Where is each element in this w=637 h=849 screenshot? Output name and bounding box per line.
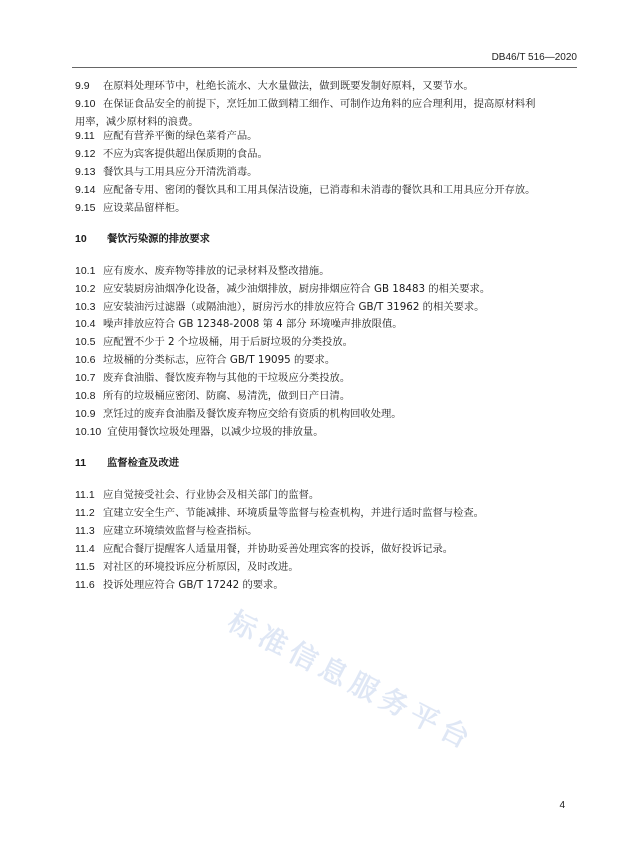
clause-line xyxy=(75,426,582,439)
clause-text: 投诉处理应符合 GB/T 17242 的要求。 xyxy=(103,579,284,591)
clause-line xyxy=(75,372,582,385)
clause-line xyxy=(75,336,582,349)
header-rule xyxy=(72,67,577,68)
clause-text: 应自觉接受社会、行业协会及相关部门的监督。 xyxy=(103,489,320,501)
clause-number: 11.1 xyxy=(75,489,95,501)
clause-line xyxy=(75,116,582,129)
clause-number: 10.9 xyxy=(75,408,96,420)
clause-text: 餐饮具与工用具应分开清洗消毒。 xyxy=(103,166,258,178)
clause-line xyxy=(75,166,582,179)
clause-number: 11 xyxy=(75,457,87,469)
clause-text: 烹饪过的废弃食油脂及餐饮废弃物应交给有资质的机构回收处理。 xyxy=(103,408,402,420)
clause-line xyxy=(75,561,582,574)
clause-number: 10.4 xyxy=(75,318,96,330)
clause-line xyxy=(75,283,582,296)
clause-text: 在原料处理环节中，杜绝长流水、大水量做法，做到既要发制好原料，又要节水。 xyxy=(103,80,474,92)
page-number: 4 xyxy=(559,800,565,811)
clause-number: 11.4 xyxy=(75,543,95,555)
clause-number: 9.11 xyxy=(75,130,95,142)
clause-text: 在保证食品安全的前提下，烹饪加工做到精工细作、可制作边角料的应合理利用，提高原材料利 xyxy=(103,98,536,110)
clause-text: 用率，减少原材料的浪费。 xyxy=(75,116,199,128)
clause-number: 11.2 xyxy=(75,507,95,519)
clause-text: 应有废水、废弃物等排放的记录材料及整改措施。 xyxy=(103,265,330,277)
clause-line xyxy=(75,301,582,314)
clause-number: 11.5 xyxy=(75,561,95,573)
clause-number: 9.15 xyxy=(75,202,96,214)
clause-line xyxy=(75,390,582,403)
clause-line xyxy=(75,98,582,111)
clause-text: 应安装厨房油烟净化设备，减少油烟排放，厨房排烟应符合 GB 18483 的相关要求。 xyxy=(103,283,491,295)
clause-line xyxy=(75,507,582,520)
watermark: 标准信息服务平台 xyxy=(222,604,481,758)
clause-line xyxy=(75,202,582,215)
clause-number: 10.10 xyxy=(75,426,102,438)
clause-line xyxy=(75,408,582,421)
clause-text: 宜建立安全生产、节能减排、环境质量等监督与检查机构，并进行适时监督与检查。 xyxy=(103,507,484,519)
clause-text: 应配备专用、密闭的餐饮具和工用具保洁设施，已消毒和未消毒的餐饮具和工用具应分开存放。 xyxy=(103,184,536,196)
clause-line xyxy=(75,525,582,538)
clause-text: 不应为宾客提供超出保质期的食品。 xyxy=(103,148,268,160)
clause-number: 10.8 xyxy=(75,390,96,402)
clause-text: 应建立环境绩效监督与检查指标。 xyxy=(103,525,258,537)
clause-line xyxy=(75,184,582,197)
clause-line xyxy=(75,489,582,502)
clause-number: 9.10 xyxy=(75,98,96,110)
clause-number: 9.9 xyxy=(75,80,90,92)
clause-text: 应配有营养平衡的绿色菜肴产品。 xyxy=(103,130,258,142)
clause-line xyxy=(75,130,582,143)
section-heading xyxy=(75,457,582,470)
clause-number: 10.5 xyxy=(75,336,96,348)
clause-number: 9.12 xyxy=(75,148,96,160)
clause-line xyxy=(75,579,582,592)
clause-number: 11.3 xyxy=(75,525,95,537)
clause-text: 废弃食油脂、餐饮废弃物与其他的干垃圾应分类投放。 xyxy=(103,372,351,384)
clause-text: 噪声排放应符合 GB 12348-2008 第 4 部分 环境噪声排放限值。 xyxy=(103,318,403,330)
clause-line xyxy=(75,265,582,278)
clause-number: 10 xyxy=(75,233,87,245)
clause-text: 餐饮污染源的排放要求 xyxy=(107,233,210,245)
clause-text: 监督检查及改进 xyxy=(107,457,180,469)
clause-text: 应配合餐厅提醒客人适量用餐，并协助妥善处理宾客的投诉，做好投诉记录。 xyxy=(103,543,454,555)
clause-text: 应安装油污过滤器（或隔油池），厨房污水的排放应符合 GB/T 31962 的相关要求。 xyxy=(103,301,485,313)
section-heading xyxy=(75,233,582,246)
clause-line xyxy=(75,80,582,93)
clause-number: 10.7 xyxy=(75,372,96,384)
clause-line xyxy=(75,354,582,367)
clause-number: 11.6 xyxy=(75,579,95,591)
clause-number: 9.13 xyxy=(75,166,96,178)
clause-line xyxy=(75,148,582,161)
clause-number: 9.14 xyxy=(75,184,96,196)
clause-text: 垃圾桶的分类标志，应符合 GB/T 19095 的要求。 xyxy=(103,354,336,366)
clause-text: 宜使用餐饮垃圾处理器，以减少垃圾的排放量。 xyxy=(107,426,324,438)
clause-line xyxy=(75,318,582,331)
clause-text: 所有的垃圾桶应密闭、防腐、易清洗，做到日产日清。 xyxy=(103,390,351,402)
clause-number: 10.6 xyxy=(75,354,96,366)
document-code: DB46/T 516—2020 xyxy=(491,52,577,63)
clause-number: 10.3 xyxy=(75,301,96,313)
clause-line xyxy=(75,543,582,556)
clause-number: 10.2 xyxy=(75,283,96,295)
clause-text: 应设菜品留样柜。 xyxy=(103,202,186,214)
clause-text: 对社区的环境投诉应分析原因，及时改进。 xyxy=(103,561,299,573)
clause-text: 应配置不少于 2 个垃圾桶，用于后厨垃圾的分类投放。 xyxy=(103,336,353,348)
clause-number: 10.1 xyxy=(75,265,96,277)
